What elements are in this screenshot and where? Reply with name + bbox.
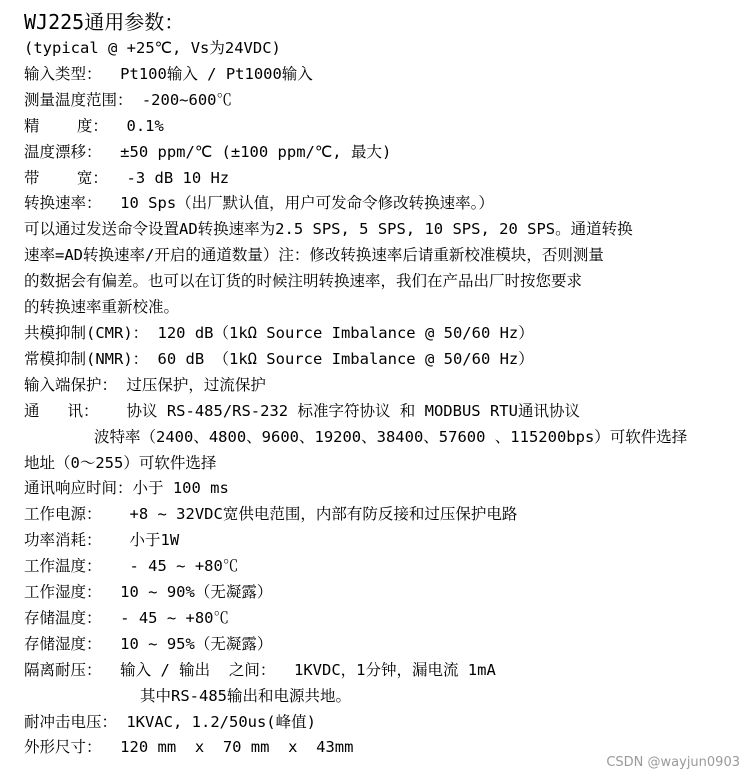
spec-power-consumption: 功率消耗： 小于1W: [24, 531, 180, 550]
spec-operating-humidity: 工作湿度： 10 ~ 90%（无凝露）: [24, 583, 273, 602]
test-conditions: (typical @ +25℃, Vs为24VDC): [24, 39, 281, 57]
conversion-note-line-1: 可以通过发送命令设置AD转换速率为2.5 SPS, 5 SPS, 10 SPS, 20 SPS。通道转换: [24, 220, 633, 239]
spec-response-time: 通讯响应时间：小于 100 ms: [24, 479, 229, 498]
spec-input-protection: 输入端保护： 过压保护，过流保护: [24, 375, 266, 394]
spec-cmr: 共模抑制(CMR)： 120 dB（1kΩ Source Imbalance @ 50/60 Hz）: [24, 323, 534, 342]
spec-accuracy: 精 度： 0.1%: [24, 116, 164, 135]
spec-isolation-voltage: 隔离耐压： 输入 / 输出 之间： 1KVDC，1分钟，漏电流 1mA: [24, 660, 496, 679]
spec-power-supply: 工作电源： +8 ~ 32VDC宽供电范围，内部有防反接和过压保护电路: [24, 505, 518, 524]
csdn-watermark: CSDN @wayjun0903: [606, 755, 740, 770]
spec-conversion-rate: 转换速率： 10 Sps（出厂默认值，用户可发命令修改转换速率。）: [24, 194, 494, 213]
spec-dimensions: 外形尺寸： 120 mm x 70 mm x 43mm: [24, 738, 354, 757]
spec-storage-temp: 存储温度： - 45 ~ +80℃: [24, 608, 229, 627]
spec-surge-voltage: 耐冲击电压： 1KVAC, 1.2/50us(峰值): [24, 712, 316, 731]
conversion-note-line-3: 的数据会有偏差。也可以在订货的时候注明转换速率，我们在产品出厂时按您要求: [24, 272, 583, 291]
spec-document: [24, 8, 742, 761]
spec-address: 地址（0～255）可软件选择: [24, 453, 217, 472]
spec-communication: 通 讯： 协议 RS-485/RS-232 标准字符协议 和 MODBUS RTU通讯协议: [24, 401, 580, 420]
spec-temp-drift: 温度漂移： ±50 ppm/℃ (±100 ppm/℃, 最大): [24, 142, 392, 161]
spec-input-type: 输入类型： Pt100输入 / Pt1000输入: [24, 64, 313, 83]
spec-temp-range: 测量温度范围： -200~600℃: [24, 90, 232, 109]
spec-baud-rate: 波特率（2400、4800、9600、19200、38400、57600 、115200bps）可软件选择: [94, 427, 688, 446]
conversion-note-line-4: 的转换速率重新校准。: [24, 298, 180, 317]
spec-operating-temp: 工作温度： - 45 ~ +80℃: [24, 557, 239, 576]
isolation-note: 其中RS-485输出和电源共地。: [140, 686, 351, 705]
spec-storage-humidity: 存储湿度： 10 ~ 95%（无凝露）: [24, 634, 273, 653]
spec-bandwidth: 带 宽： -3 dB 10 Hz: [24, 168, 230, 187]
doc-title: WJ225通用参数：: [24, 10, 185, 34]
spec-nmr: 常模抑制(NMR)： 60 dB （1kΩ Source Imbalance @ 50/60 Hz）: [24, 349, 534, 368]
conversion-note-line-2: 速率=AD转换速率/开启的通道数量）注：修改转换速率后请重新校准模块，否则测量: [24, 246, 604, 265]
